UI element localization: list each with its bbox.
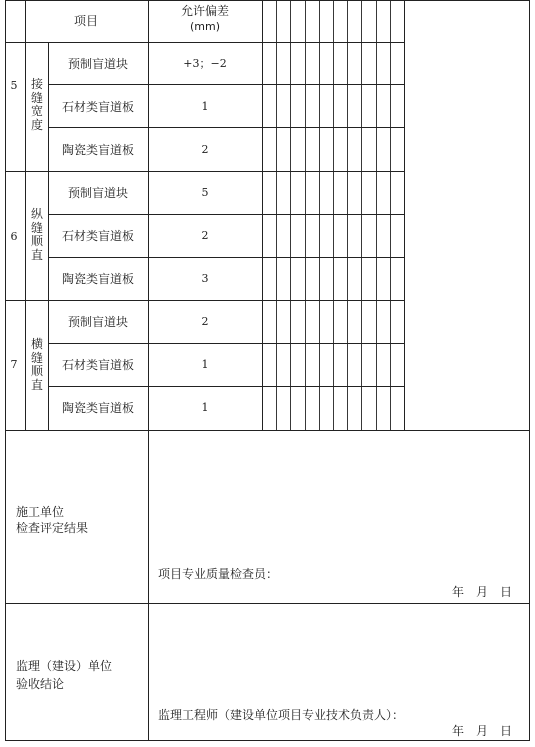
group-number: 7: [10, 358, 18, 371]
row-label: 预制盲道块: [67, 186, 129, 200]
row-value: 2: [201, 143, 209, 156]
row-value: 5: [201, 186, 209, 199]
construction-label: 施工单位: [16, 505, 65, 519]
row-value: 1: [201, 358, 209, 371]
group-name: 接缝宽度: [30, 77, 43, 132]
supervision-label: 监理（建设）单位: [16, 659, 113, 673]
row-label: 陶瓷类盲道板: [61, 143, 135, 157]
row-value: 3: [201, 272, 209, 285]
supervision-date: 年 月 日: [452, 724, 513, 738]
group-name: 横缝顺直: [30, 337, 43, 392]
group-name: 纵缝顺直: [30, 207, 43, 262]
row-value: 1: [201, 100, 209, 113]
row-value: 2: [201, 229, 209, 242]
supervision-label-2: 验收结论: [16, 677, 65, 691]
row-label: 石材类盲道板: [61, 229, 135, 243]
row-value: 1: [201, 401, 209, 414]
row-label: 石材类盲道板: [61, 100, 135, 114]
construction-label-2: 检查评定结果: [16, 521, 89, 535]
engineer-signature: 监理工程师（建设单位项目专业技术负责人）：: [158, 708, 405, 722]
row-value: +3；−2: [183, 57, 227, 70]
construction-date: 年 月 日: [452, 585, 513, 599]
group-number: 6: [10, 230, 18, 243]
header-tolerance: 允许偏差: [180, 4, 230, 18]
row-label: 陶瓷类盲道板: [61, 272, 135, 286]
header-item: 项目: [73, 14, 99, 28]
group-number: 5: [10, 79, 18, 92]
row-label: 石材类盲道板: [61, 358, 135, 372]
row-label: 预制盲道块: [67, 57, 129, 71]
row-label: 陶瓷类盲道板: [61, 401, 135, 415]
header-unit: (mm): [189, 20, 221, 33]
inspector-signature: 项目专业质量检查员：: [158, 567, 279, 581]
row-value: 2: [201, 315, 209, 328]
row-label: 预制盲道块: [67, 315, 129, 329]
